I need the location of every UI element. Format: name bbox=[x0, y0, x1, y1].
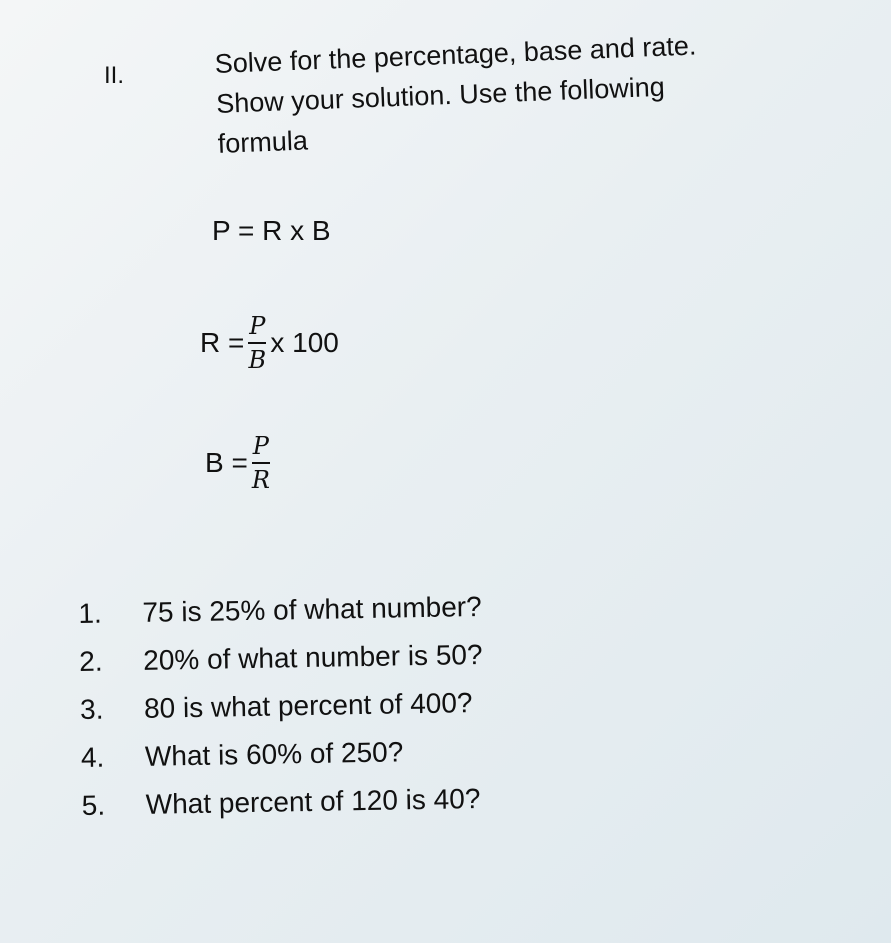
question-text: 20% of what number is 50? bbox=[142, 638, 483, 676]
question-item bbox=[81, 775, 485, 830]
instructions-line: Solve for the percentage, base and rate. bbox=[214, 30, 697, 79]
fraction-numerator: P bbox=[249, 312, 266, 340]
question-number: 3. bbox=[79, 693, 104, 725]
question-list bbox=[78, 583, 485, 830]
fraction bbox=[248, 312, 266, 374]
question-text: What percent of 120 is 40? bbox=[145, 783, 481, 820]
question-number: 5. bbox=[81, 789, 106, 821]
fraction-bar bbox=[252, 462, 270, 464]
formula-rhs: x 100 bbox=[270, 327, 339, 358]
fraction-denominator: B bbox=[248, 346, 267, 374]
formula-lhs: R = bbox=[200, 327, 245, 358]
question-number: 2. bbox=[78, 645, 103, 677]
section-number: II. bbox=[104, 62, 125, 89]
question-number: 1. bbox=[78, 597, 103, 629]
question-text: What is 60% of 250? bbox=[144, 736, 404, 772]
instructions-line: Show your solution. Use the following bbox=[215, 71, 666, 119]
fraction-denominator: R bbox=[251, 466, 270, 494]
formula-base bbox=[205, 432, 274, 494]
fraction-bar bbox=[248, 342, 266, 344]
formula-lhs: B = bbox=[205, 447, 248, 478]
question-item bbox=[80, 679, 484, 734]
formula-rate bbox=[200, 312, 339, 374]
question-item bbox=[78, 583, 482, 638]
formula-text: P = R x B bbox=[212, 215, 331, 246]
question-text: 80 is what percent of 400? bbox=[143, 687, 473, 724]
formula-percentage bbox=[212, 215, 331, 247]
fraction-numerator: P bbox=[252, 432, 269, 460]
fraction bbox=[252, 432, 270, 494]
question-item bbox=[79, 631, 483, 686]
question-text: 75 is 25% of what number? bbox=[142, 590, 482, 628]
instructions bbox=[214, 21, 818, 164]
question-item bbox=[81, 727, 485, 782]
question-number: 4. bbox=[80, 741, 105, 773]
instructions-line: formula bbox=[217, 125, 309, 159]
